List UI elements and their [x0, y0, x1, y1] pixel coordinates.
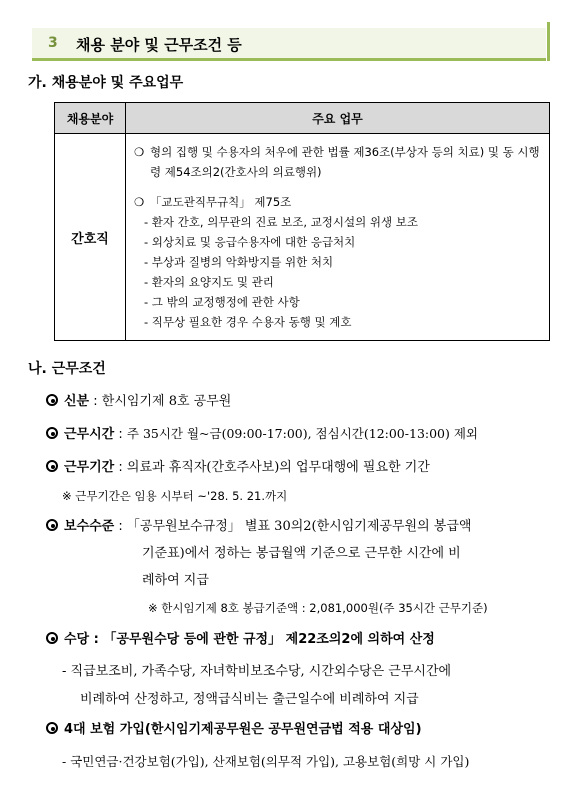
- duty-paragraph-1-text: 형의 집행 및 수용자의 처우에 관한 법률 제36조(부상자 등의 치료) 및 동 시행령 제54조의2(간호사의 의료행위): [150, 145, 540, 179]
- pay-label: 보수수준: [64, 519, 115, 534]
- circle-bullet-icon: [46, 519, 58, 531]
- hours-label: 근무시간: [64, 427, 115, 442]
- list-item: - 외상치료 및 응급수용자에 대한 응급처치: [144, 235, 356, 249]
- condition-insurance: [46, 718, 422, 737]
- circle-bullet-icon: ❍: [134, 195, 145, 209]
- list-item: - 환자 간호, 의무관의 진료 보조, 교정시설의 위생 보조: [144, 215, 418, 229]
- pay-line-3: 례하여 지급: [142, 573, 209, 588]
- allowance-detail-line-1: - 직급보조비, 가족수당, 자녀학비보조수당, 시간외수당은 근무시간에: [62, 664, 452, 679]
- list-item: - 환자의 요양지도 및 관리: [144, 275, 274, 289]
- condition-pay: 보수수준 : 「공무원보수규정」 별표 30의2(한시임기제공무원의 봉급액: [46, 515, 471, 534]
- duty-paragraph-2: [134, 192, 541, 212]
- duty-paragraph-1: [134, 142, 541, 182]
- list-item: - 직무상 필요한 경우 수용자 동행 및 계호: [144, 315, 352, 329]
- condition-allowance: 수당 : 「공무원수당 등에 관한 규정」 제22조의2에 의하여 산정: [46, 628, 435, 647]
- section-header-accent: [547, 22, 550, 61]
- period-value: 의료과 휴직자(간호주사보)의 업무대행에 필요한 기간: [126, 460, 430, 475]
- condition-status: 신분 : 한시임기제 8호 공무원: [46, 390, 231, 409]
- circle-bullet-icon: ❍: [134, 145, 145, 159]
- duty-paragraph-2-text: 「교도관직무규칙」 제75조: [150, 195, 292, 209]
- period-label: 근무기간: [64, 460, 115, 475]
- list-item: - 부상과 질병의 악화방지를 위한 처치: [144, 255, 334, 269]
- section-header: [32, 28, 546, 61]
- section-title: 채용 분야 및 근무조건 등: [76, 36, 242, 54]
- header-main-duties: 주요 업무: [126, 103, 550, 134]
- insurance-detail: - 국민연금·건강보험(가입), 산재보험(의무적 가입), 고용보험(희망 시 가입): [62, 754, 470, 769]
- pay-line-2: 기준표)에서 정하는 봉급월액 기준으로 근무한 시간에 비: [142, 546, 461, 561]
- status-label: 신분: [64, 394, 90, 409]
- subsection-b-title: 나. 근무조건: [28, 361, 106, 377]
- circle-bullet-icon: [46, 722, 58, 734]
- list-item: - 그 밖의 교정행정에 관한 사항: [144, 295, 300, 309]
- period-note: ※ 근무기간은 임용 시부터 ~'28. 5. 21.까지: [62, 489, 288, 503]
- circle-bullet-icon: [46, 427, 58, 439]
- table-header-row: [55, 103, 550, 134]
- circle-bullet-icon: [46, 632, 58, 644]
- table-row: [55, 134, 550, 341]
- condition-hours: 근무시간 : 주 35시간 월~금(09:00-17:00), 점심시간(12:00-13:00) 제외: [46, 423, 478, 442]
- status-value: 한시임기제 8호 공무원: [101, 394, 232, 409]
- insurance-label: 4대 보험 가입(한시임기제공무원은 공무원연금법 적용 대상임): [64, 722, 422, 737]
- hours-value: 주 35시간 월~금(09:00-17:00), 점심시간(12:00-13:00) 제외: [126, 426, 479, 441]
- section-number: 3: [48, 35, 58, 51]
- circle-bullet-icon: [46, 460, 58, 472]
- condition-period: 근무기간 : 의료과 휴직자(간호주사보)의 업무대행에 필요한 기간: [46, 456, 430, 475]
- job-field-cell: 간호직: [55, 134, 126, 341]
- header-job-field: 채용분야: [55, 103, 126, 134]
- pay-line-1: 「공무원보수규정」 별표 30의2(한시임기제공무원의 봉급액: [126, 519, 472, 534]
- pay-note: ※ 한시임기제 8호 봉급기준액 : 2,081,000원(주 35시간 근무기준): [148, 601, 488, 615]
- subsection-a-title: 가. 채용분야 및 주요업무: [28, 75, 184, 91]
- allowance-label: 수당: [64, 632, 90, 647]
- allowance-detail-line-2: 비례하여 산정하고, 정액급식비는 출근일수에 비례하여 지급: [80, 692, 419, 707]
- duty-table: [54, 102, 550, 341]
- duties-cell: [126, 134, 550, 341]
- allowance-value: 「공무원수당 등에 관한 규정」 제22조의2에 의하여 산정: [103, 632, 435, 647]
- circle-bullet-icon: [46, 394, 58, 406]
